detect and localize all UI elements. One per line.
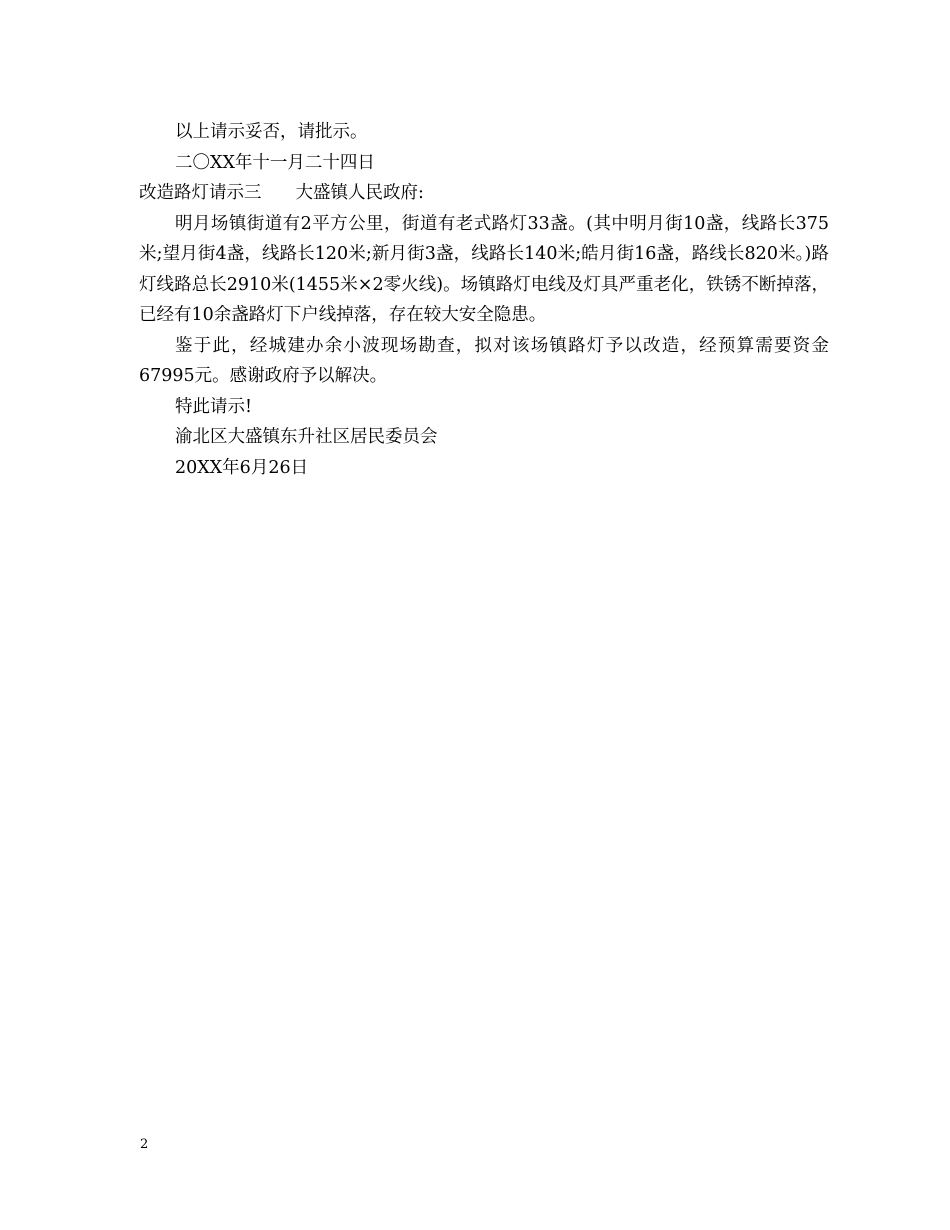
- special-request-line: 特此请示!: [175, 396, 253, 417]
- document-body: [139, 117, 829, 483]
- closing-request-line: 以上请示妥否，请批示。: [175, 122, 368, 142]
- paragraph-street-lights: 明月场镇街道有2平方公里，街道有老式路灯33盏。(其中明月街10盏，线路长375米;望月街4盏，线路长120米;新月街3盏，线路长140米;皓月街16盏，路线长820米。)路灯线路总长2910米(1455米×2零火线)。场镇路灯电线及灯具严重老化，铁锈不断掉落，已经有10余盏路灯下户线掉落，存在较大安全隐患。: [139, 213, 829, 325]
- heading-line: [139, 178, 829, 209]
- date-line-1: 二〇XX年十一月二十四日: [175, 152, 375, 173]
- heading-title: 改造路灯请示三: [139, 183, 262, 203]
- addressee: 大盛镇人民政府:: [295, 183, 424, 203]
- page-number: 2: [140, 1137, 149, 1152]
- signatory-line: 渝北区大盛镇东升社区居民委员会: [175, 427, 438, 447]
- paragraph-budget: 鉴于此，经城建办余小波现场勘查，拟对该场镇路灯予以改造，经预算需要资金67995元。感谢政府予以解决。: [139, 335, 829, 386]
- date-line-2: 20XX年6月26日: [175, 457, 309, 478]
